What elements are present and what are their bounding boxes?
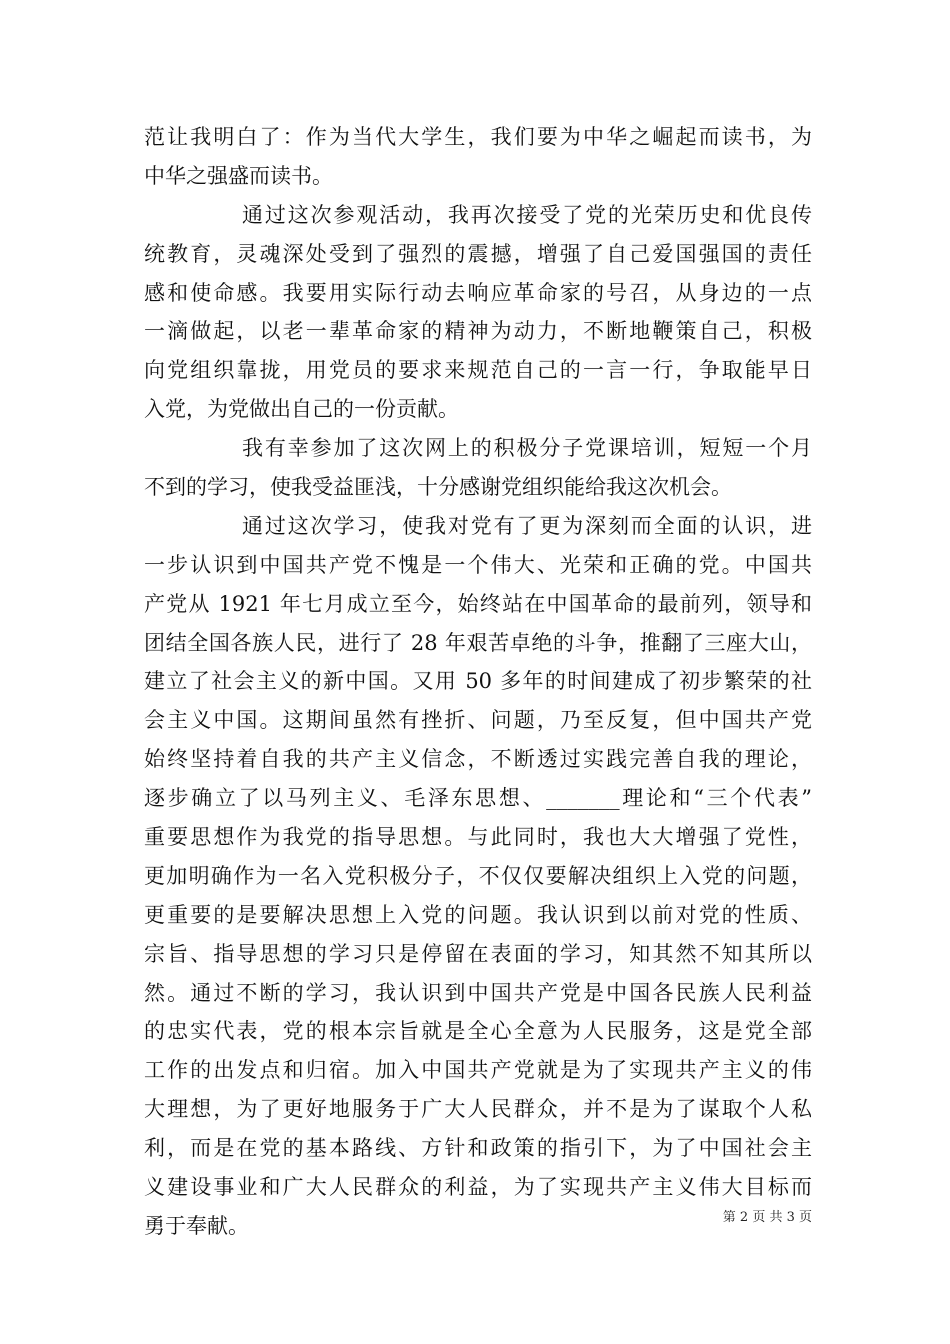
text-line: 利，而是在党的基本路线、方针和政策的指引下，为了中国社会主 xyxy=(144,1136,812,1161)
paragraph-start-line: 我有幸参加了这次网上的积极分子党课培训，短短一个月 xyxy=(242,436,812,461)
text-line: 始终坚持着自我的共产主义信念，不断透过实践完善自我的理论， xyxy=(144,747,812,772)
text-line: 中华之强盛而读书。 xyxy=(144,163,333,188)
text-line: 一步认识到中国共产党不愧是一个伟大、光荣和正确的党。中国共 xyxy=(144,552,812,577)
text-line: 一滴做起，以老一辈革命家的精神为动力，不断地鞭策自己，积极 xyxy=(144,319,812,344)
text-line: 更重要的是要解决思想上入党的问题。我认识到以前对党的性质、 xyxy=(144,902,812,927)
text-line: 宗旨、指导思想的学习只是停留在表面的学习，知其然不知其所以 xyxy=(144,941,812,966)
text-line: 建立了社会主义的新中国。又用 50 多年的时间建成了初步繁荣的社 xyxy=(144,669,812,694)
text-line: 入党，为党做出自己的一份贡献。 xyxy=(144,397,459,422)
text-line: 更加明确作为一名入党积极分子，不仅仅要解决组织上入党的问题， xyxy=(144,863,812,888)
text-line: 工作的出发点和归宿。加入中国共产党就是为了实现共产主义的伟 xyxy=(144,1058,812,1083)
text-line: 团结全国各族人民，进行了 28 年艰苦卓绝的斗争，推翻了三座大山， xyxy=(144,630,812,655)
page-number: 第 2 页 共 3 页 xyxy=(722,1210,812,1225)
text-line: 勇于奉献。 xyxy=(144,1213,249,1238)
body-text xyxy=(144,118,812,1246)
text-line: 不到的学习，使我受益匪浅，十分感谢党组织能给我这次机会。 xyxy=(144,475,732,500)
text-line: 统教育，灵魂深处受到了强烈的震撼，增强了自己爱国强国的责任 xyxy=(144,241,812,266)
text-line: 的忠实代表，党的根本宗旨就是全心全意为人民服务，这是党全部 xyxy=(144,1019,812,1044)
text-line: 感和使命感。我要用实际行动去响应革命家的号召，从身边的一点 xyxy=(144,280,812,305)
text-line: 大理想，为了更好地服务于广大人民群众，并不是为了谋取个人私 xyxy=(144,1097,812,1122)
text-line: 产党从 1921 年七月成立至今，始终站在中国革命的最前列，领导和 xyxy=(144,591,812,616)
text-line: 重要思想作为我党的指导思想。与此同时，我也大大增强了党性， xyxy=(144,825,812,850)
paragraph-start-line: 通过这次学习，使我对党有了更为深刻而全面的认识，进 xyxy=(242,513,812,538)
text-line: 义建设事业和广大人民群众的利益，为了实现共产主义伟大目标而 xyxy=(144,1175,812,1200)
text-line: 然。通过不断的学习，我认识到中国共产党是中国各民族人民利益 xyxy=(144,980,812,1005)
text-line: 会主义中国。这期间虽然有挫折、问题，乃至反复，但中国共产党 xyxy=(144,708,812,733)
text-line: 逐步确立了以马列主义、毛泽东思想、_______理论和“三个代表” xyxy=(144,786,812,811)
paragraph-start-line: 通过这次参观活动，我再次接受了党的光荣历史和优良传 xyxy=(242,202,812,227)
text-line: 范让我明白了：作为当代大学生，我们要为中华之崛起而读书，为 xyxy=(144,125,812,149)
text-line: 向党组织靠拢，用党员的要求来规范自己的一言一行，争取能早日 xyxy=(144,358,812,383)
